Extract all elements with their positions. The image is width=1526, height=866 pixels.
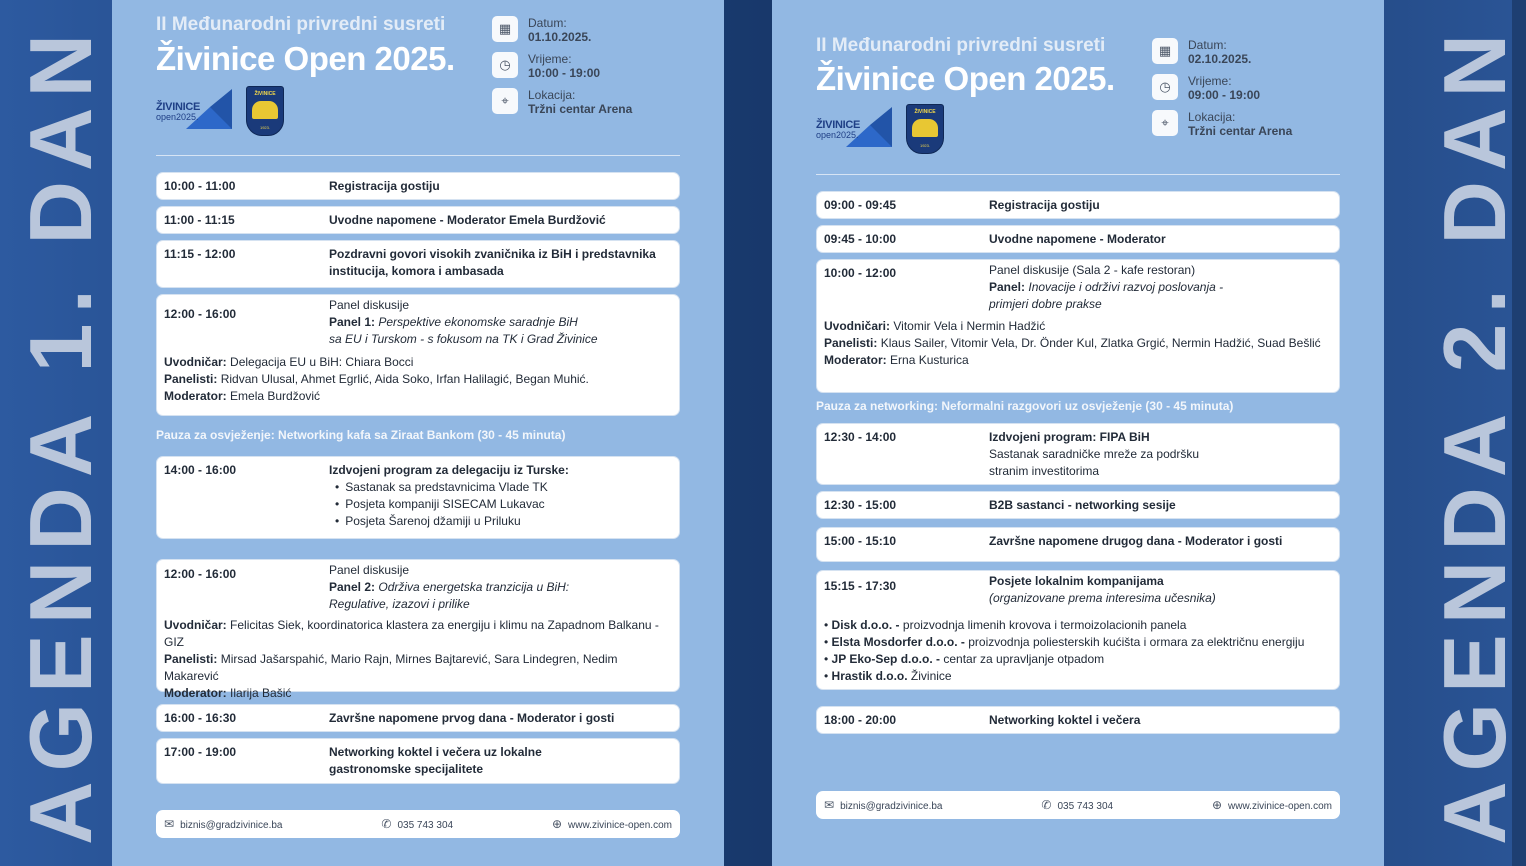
agenda-row-fipa: 12:30 - 14:00 Izdvojeni program: FIPA BiH Sastanak saradničke mreže za podršku stranim investitorima — [816, 423, 1340, 485]
clock-icon: ◷ — [492, 52, 518, 78]
clock-icon: ◷ — [1152, 74, 1178, 100]
phone-contact[interactable]: ✆ 035 743 304 — [381, 817, 454, 831]
email-contact[interactable]: ✉ biznis@gradzivinice.ba — [824, 798, 943, 812]
agenda-row: 18:00 - 20:00 Networking koktel i večera — [816, 706, 1340, 734]
location-pin-icon: ⌖ — [492, 88, 518, 114]
agenda-row: 15:00 - 15:10 Završne napomene drugog dana - Moderator i gosti — [816, 527, 1340, 562]
email-contact[interactable]: ✉ biznis@gradzivinice.ba — [164, 817, 283, 831]
break-note: Pauza za networking: Neformalni razgovori uz osvježenje (30 - 45 minuta) — [816, 399, 1234, 413]
event-subtitle: II Međunarodni privredni susreti — [156, 14, 446, 35]
break-note: Pauza za osvježenje: Networking kafa sa Ziraat Bankom (30 - 45 minuta) — [156, 428, 566, 442]
divider — [816, 174, 1340, 175]
globe-icon: ⊕ — [551, 817, 563, 831]
info-location: ⌖ Lokacija: Tržni centar Arena — [492, 88, 632, 118]
agenda-page-day2 — [772, 0, 1384, 866]
agenda-row-panel1: 12:00 - 16:00 Panel diskusije Panel 1: Perspektive ekonomske saradnje BiH sa EU i Turskom - s fokusom na TK i Grad Živinice Uvodničar: Delegacija EU u BiH: Chiara Bocci Panelisti: Ridvan Ulusal, Ahmet Egrlić, Aida Soko, Irfan Halilagić, Began Muhić. Moderator: Emela Burdžović — [156, 294, 680, 416]
info-date: ▦ Datum: 01.10.2025. — [492, 16, 632, 46]
agenda-row: 11:00 - 11:15 Uvodne napomene - Moderator Emela Burdžović — [156, 206, 680, 234]
event-title: Živinice Open 2025. — [156, 40, 455, 77]
website-link[interactable]: ⊕ www.zivinice-open.com — [1211, 798, 1332, 812]
city-crest-logo: ŽIVINICE 1923. — [246, 86, 284, 136]
phone-icon: ✆ — [1041, 798, 1052, 812]
phone-icon: ✆ — [381, 817, 392, 831]
calendar-icon: ▦ — [492, 16, 518, 42]
logos — [816, 104, 944, 154]
info-time: ◷ Vrijeme: 10:00 - 19:00 — [492, 52, 632, 82]
event-info — [1152, 38, 1292, 146]
agenda-row-turkey: 14:00 - 16:00 Izdvojeni program za delegaciju iz Turske: • Sastanak sa predstavnicima Vlade TK • Posjeta kompaniji SISECAM Lukavac • Posjeta Šarenoj džamiji u Priluku — [156, 456, 680, 539]
agenda-row: 12:30 - 15:00 B2B sastanci - networking sesije — [816, 491, 1340, 519]
agenda-row: 17:00 - 19:00 Networking koktel i večera uz lokalne gastronomske specijalitete — [156, 738, 680, 784]
info-date: ▦ Datum: 02.10.2025. — [1152, 38, 1292, 68]
logos — [156, 86, 284, 136]
agenda-row: 09:00 - 09:45 Registracija gostiju — [816, 191, 1340, 219]
calendar-icon: ▦ — [1152, 38, 1178, 64]
location-pin-icon: ⌖ — [1152, 110, 1178, 136]
agenda-day1-vertical-title: AGENDA 1. DAN — [11, 23, 110, 845]
city-crest-logo: ŽIVINICE 1923. — [906, 104, 944, 154]
page-header — [156, 0, 680, 150]
agenda-row-panel2: 12:00 - 16:00 Panel diskusije Panel 2: Održiva energetska tranzicija u BiH: Regulative, izazovi i prilike Uvodničar: Felicitas Siek, koordinatorica klastera za energiju i klimu na Zapadnom Balkanu - GIZ Panelisti: Mirsad Jašarspahić, Mario Rajn, Mirnes Bajtarević, Sara Lindegren, Nedim Makarević Moderator: Ilarija Bašić — [156, 559, 680, 692]
agenda-row: 11:15 - 12:00 Pozdravni govori visokih zvaničnika iz BiH i predstavnika institucija, komora i ambasada — [156, 240, 680, 288]
agenda-row-panel: 10:00 - 12:00 Panel diskusije (Sala 2 - kafe restoran) Panel: Inovacije i održivi razvoj poslovanja - primjeri dobre prakse Uvodničari: Vitomir Vela i Nermin Hadžić Panelisti: Klaus Sailer, Vitomir Vela, Dr. Önder Kul, Zlatka Grgić, Nermin Hadžić, Suad Bešlić Moderator: Erna Kusturica — [816, 259, 1340, 393]
agenda-row: 09:45 - 10:00 Uvodne napomene - Moderator — [816, 225, 1340, 253]
agenda-day2-vertical-title: AGENDA 2. DAN — [1425, 23, 1524, 845]
divider — [156, 155, 680, 156]
globe-icon: ⊕ — [1211, 798, 1223, 812]
event-title: Živinice Open 2025. — [816, 60, 1115, 97]
contact-footer — [156, 810, 680, 838]
agenda-row-company-visits: 15:15 - 17:30 Posjete lokalnim kompanijama (organizovane prema interesima učesnika) • Disk d.o.o. - proizvodnja limenih krovova i termoizolacionih panela • Elsta Mosdorfer d.o.o. - proizvodnja poliesterskih kućišta i ormara za električnu energiju • JP Eko-Sep d.o.o. - centar za upravljanje otpadom • Hrastik d.o.o. Živinice — [816, 570, 1340, 690]
contact-footer — [816, 791, 1340, 819]
phone-contact[interactable]: ✆ 035 743 304 — [1041, 798, 1114, 812]
zivinice-open-logo: ŽIVINICE open2025. — [156, 87, 232, 135]
event-subtitle: II Međunarodni privredni susreti — [816, 35, 1106, 56]
mail-icon: ✉ — [824, 798, 835, 812]
page-header — [816, 0, 1340, 168]
agenda-row: 10:00 - 11:00 Registracija gostiju — [156, 172, 680, 200]
info-time: ◷ Vrijeme: 09:00 - 19:00 — [1152, 74, 1292, 104]
website-link[interactable]: ⊕ www.zivinice-open.com — [551, 817, 672, 831]
mail-icon: ✉ — [164, 817, 175, 831]
agenda-page-day1 — [112, 0, 724, 866]
event-info — [492, 16, 632, 124]
agenda-row: 16:00 - 16:30 Završne napomene prvog dana - Moderator i gosti — [156, 704, 680, 732]
info-location: ⌖ Lokacija: Tržni centar Arena — [1152, 110, 1292, 140]
zivinice-open-logo: ŽIVINICE open2025. — [816, 105, 892, 153]
